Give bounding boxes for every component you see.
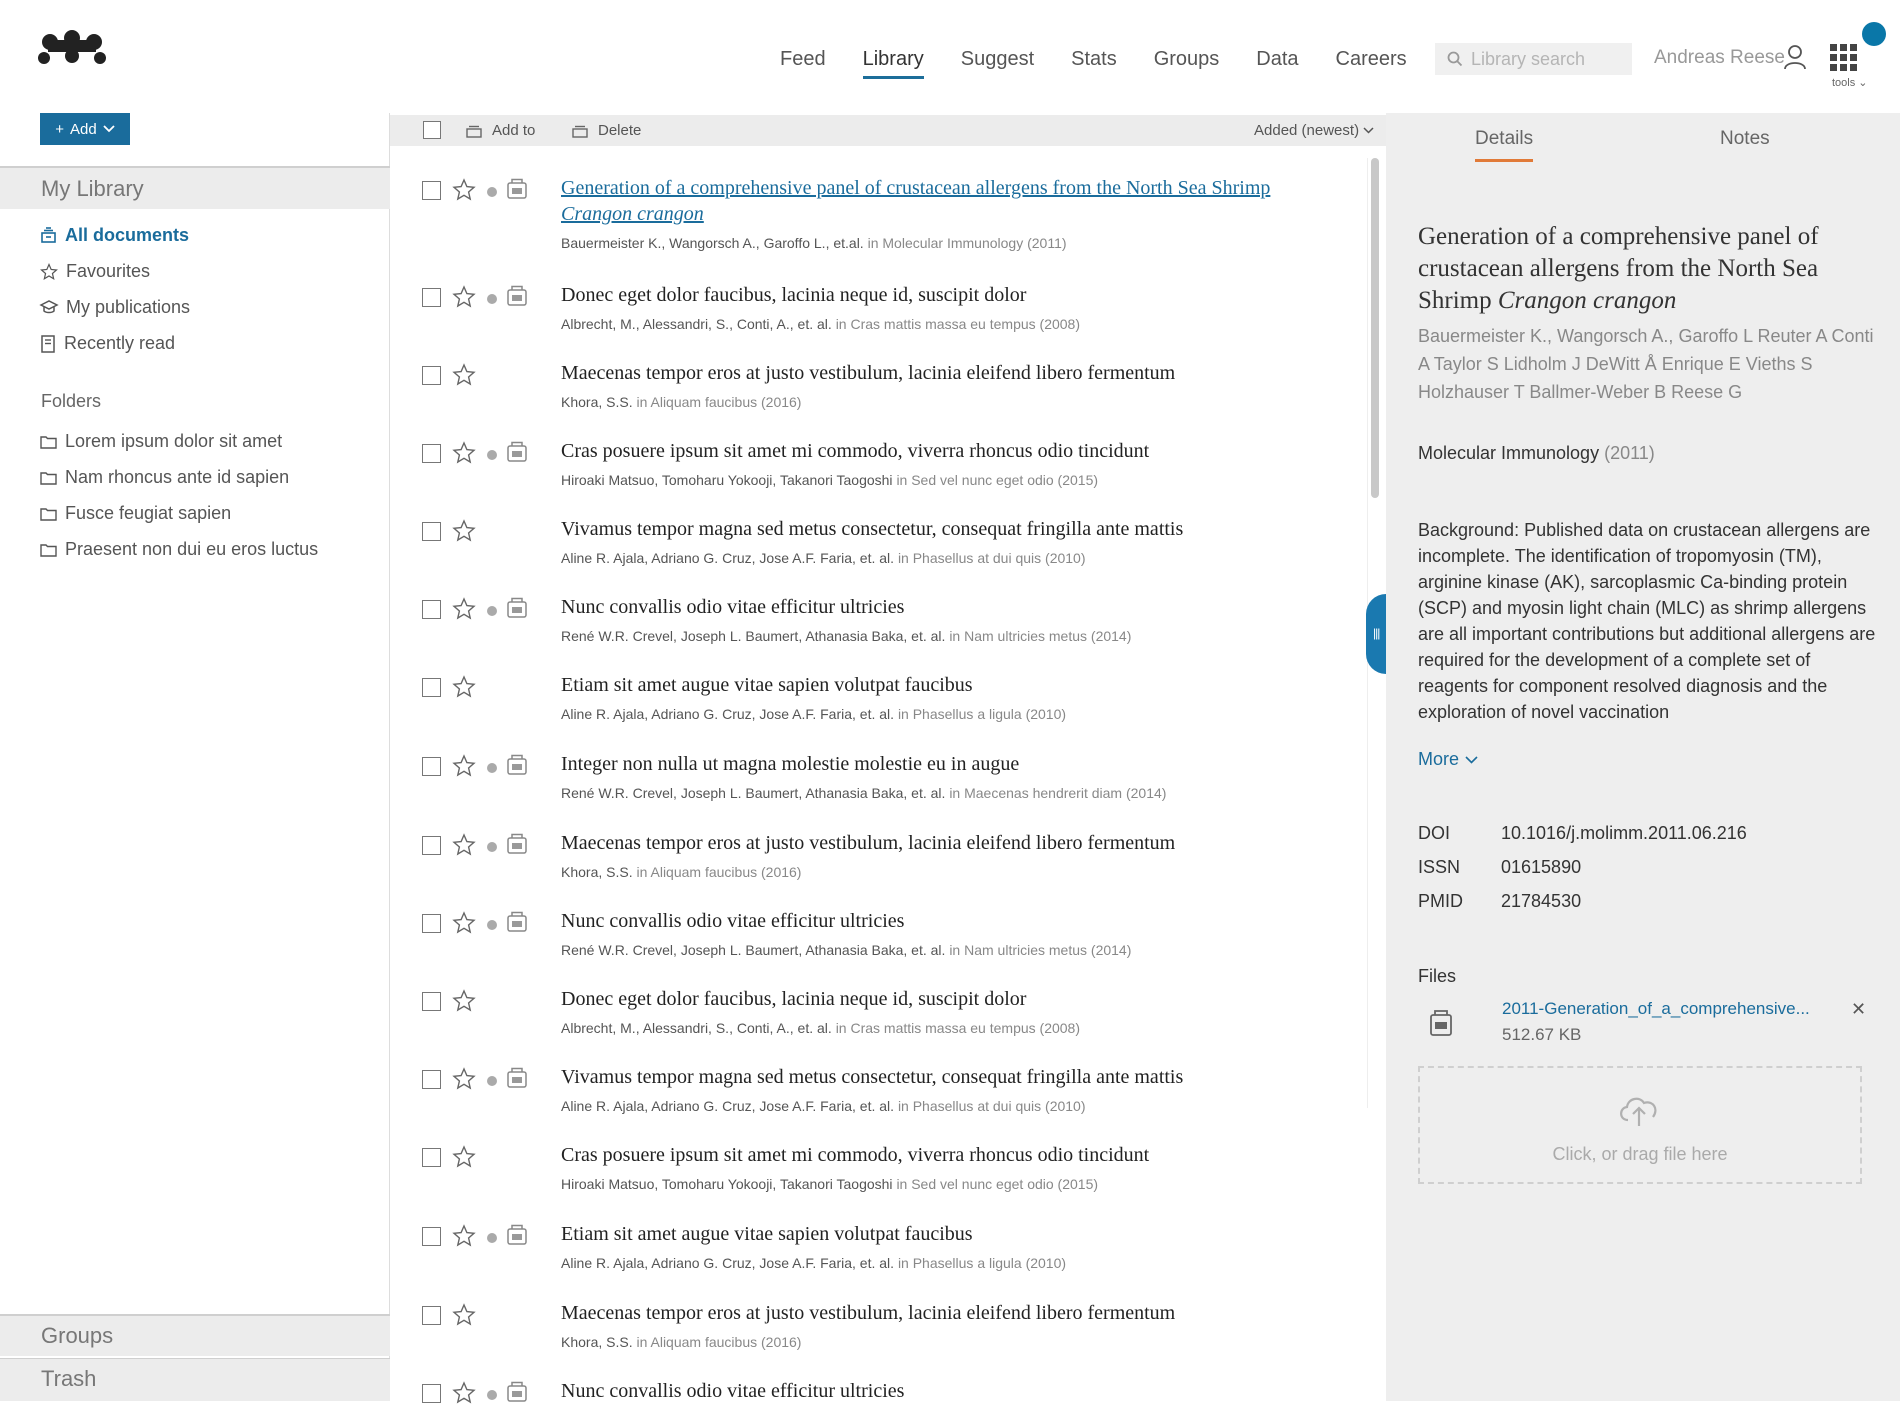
document-meta [561, 706, 1066, 722]
document-authors: Aline R. Ajala, Adriano G. Cruz, Jose A.F. Faria, et. al. [561, 706, 895, 722]
document-meta [561, 394, 801, 410]
document-authors: Hiroaki Matsuo, Tomoharu Yokooji, Takanori Taogoshi [561, 472, 893, 488]
unread-dot-icon [487, 294, 497, 304]
notification-badge[interactable] [1862, 22, 1886, 46]
unread-dot-icon [487, 920, 497, 930]
row-checkbox[interactable] [422, 444, 441, 463]
document-journal: in Phasellus a ligula (2010) [897, 1255, 1067, 1271]
row-checkbox[interactable] [422, 366, 441, 385]
document-journal: in Sed vel nunc eget odio (2015) [896, 1176, 1099, 1192]
cloud-upload-icon [1616, 1092, 1662, 1128]
add-button[interactable] [40, 113, 130, 145]
document-authors: Aline R. Ajala, Adriano G. Cruz, Jose A.F. Faria, et. al. [561, 550, 895, 566]
nav-library[interactable]: Library [863, 0, 924, 80]
mendeley-logo[interactable] [38, 28, 106, 68]
document-authors: Khora, S.S. [561, 1334, 633, 1350]
folder-icon [40, 507, 57, 521]
document-meta [561, 785, 1166, 801]
document-meta [561, 864, 801, 880]
add-to-button[interactable] [466, 122, 535, 139]
document-title[interactable]: Nunc convallis odio vitae efficitur ultricies [561, 1380, 905, 1402]
chevron-down-icon [1363, 127, 1374, 134]
my-library-header[interactable]: My Library [0, 166, 390, 209]
document-meta [561, 942, 1131, 958]
details-panel [1386, 113, 1900, 1401]
document-list [390, 146, 1386, 1401]
sidebar-item-label: Recently read [64, 333, 176, 353]
favourite-star-icon[interactable] [452, 1067, 476, 1096]
document-journal: in Cras mattis massa eu tempus (2008) [835, 1020, 1081, 1036]
tab-notes[interactable]: Notes [1720, 128, 1770, 149]
trash-section[interactable]: Trash [0, 1358, 390, 1401]
document-title[interactable]: Vivamus tempor magna sed metus consectetur, consequat fringilla ante mattis [561, 1066, 1184, 1088]
pdf-icon[interactable] [506, 1381, 528, 1408]
folder-label: Lorem ipsum dolor sit amet [65, 431, 283, 451]
row-checkbox[interactable] [422, 522, 441, 541]
document-journal: in Cras mattis massa eu tempus (2008) [835, 316, 1081, 332]
search-icon [1447, 51, 1463, 67]
unread-dot-icon [487, 187, 497, 197]
document-title[interactable]: Donec eget dolor faucibus, lacinia neque id, suscipit dolor [561, 284, 1027, 306]
document-title[interactable]: Etiam sit amet augue vitae sapien volutpat faucibus [561, 1223, 973, 1245]
row-checkbox[interactable] [422, 1384, 441, 1403]
document-authors: René W.R. Crevel, Joseph L. Baumert, Athanasia Baka, et. al. [561, 785, 946, 801]
pdf-icon[interactable] [506, 441, 528, 468]
folder-label: Fusce feugiat sapien [65, 503, 232, 523]
pdf-icon[interactable] [506, 285, 528, 312]
document-authors: Khora, S.S. [561, 394, 633, 410]
row-checkbox[interactable] [422, 288, 441, 307]
add-button-label: Add [70, 120, 97, 138]
detail-title [1418, 221, 1868, 317]
document-authors: Albrecht, M., Alessandri, S., Conti, A., et. al. [561, 316, 832, 332]
document-meta [561, 1334, 801, 1350]
favourite-star-icon[interactable] [452, 597, 476, 626]
library-search[interactable] [1435, 43, 1632, 75]
file-link[interactable]: 2011-Generation_of_a_comprehensive... [1502, 999, 1810, 1018]
issn-label: ISSN [1418, 857, 1461, 877]
nav-careers[interactable]: Careers [1335, 48, 1407, 70]
unread-dot-icon [487, 450, 497, 460]
document-meta [561, 1020, 1080, 1036]
unread-dot-icon [487, 842, 497, 852]
document-authors: Bauermeister K., Wangorsch A., Garoffo L., et.al. [561, 235, 864, 251]
star-icon [40, 263, 58, 281]
row-checkbox[interactable] [422, 678, 441, 697]
list-toolbar [390, 115, 1386, 146]
folder-item[interactable] [40, 539, 318, 560]
row-checkbox[interactable] [422, 1306, 441, 1325]
nav-feed[interactable]: Feed [780, 48, 826, 70]
document-meta [561, 628, 1131, 644]
sidebar-item-label: My publications [66, 297, 191, 317]
document-title[interactable]: Maecenas tempor eros at justo vestibulum, lacinia eleifend libero fermentum [561, 832, 1176, 854]
folder-icon [40, 471, 57, 485]
document-title[interactable]: Etiam sit amet augue vitae sapien volutpat faucibus [561, 674, 973, 696]
tools-label[interactable]: tools ⌄ [1832, 77, 1868, 89]
pmid-value: 21784530 [1501, 891, 1582, 911]
document-meta [561, 1255, 1066, 1271]
chevron-down-icon [103, 125, 115, 133]
favourite-star-icon[interactable] [452, 989, 476, 1018]
doi-label: DOI [1418, 823, 1451, 843]
sidebar-item-recently-read[interactable] [40, 333, 175, 354]
document-journal: in Nam ultricies metus (2014) [949, 628, 1132, 644]
sidebar-item-favourites[interactable] [40, 261, 150, 282]
more-label: More [1418, 749, 1460, 769]
groups-section[interactable]: Groups [0, 1314, 390, 1356]
favourite-star-icon[interactable] [452, 178, 476, 207]
folder-item[interactable] [40, 503, 231, 524]
folders-heading: Folders [41, 391, 102, 411]
row-checkbox[interactable] [422, 757, 441, 776]
row-checkbox[interactable] [422, 1070, 441, 1089]
user-name[interactable]: Andreas Reese [1654, 47, 1785, 68]
delete-button[interactable] [572, 122, 641, 139]
document-meta [561, 316, 1080, 332]
folder-item[interactable] [40, 431, 282, 452]
pdf-icon[interactable] [506, 1224, 528, 1251]
unread-dot-icon [487, 1233, 497, 1243]
document-journal: in Phasellus at dui quis (2010) [897, 1098, 1086, 1114]
files-heading: Files [1418, 966, 1457, 986]
trash-icon [572, 124, 588, 138]
plus-icon: + [55, 120, 65, 138]
document-authors: Aline R. Ajala, Adriano G. Cruz, Jose A.F. Faria, et. al. [561, 1098, 895, 1114]
row-checkbox[interactable] [422, 1227, 441, 1246]
document-journal: in Sed vel nunc eget odio (2015) [896, 472, 1099, 488]
document-title[interactable]: Maecenas tempor eros at justo vestibulum, lacinia eleifend libero fermentum [561, 1302, 1176, 1324]
document-journal: in Molecular Immunology (2011) [867, 235, 1067, 251]
document-meta [561, 1176, 1098, 1192]
nav-groups[interactable]: Groups [1153, 48, 1220, 70]
library-icon [40, 227, 57, 244]
sidebar-item-label: Favourites [66, 261, 151, 281]
document-title[interactable]: Nunc convallis odio vitae efficitur ultricies [561, 910, 905, 932]
pdf-icon[interactable] [506, 833, 528, 860]
sidebar-item-my-publications[interactable] [40, 297, 190, 318]
document-title[interactable]: Generation of a comprehensive panel of crustacean allergens from the North Sea Shrimp Crangon crangon [561, 177, 1271, 225]
folder-icon [40, 435, 57, 449]
pdf-icon[interactable] [506, 911, 528, 938]
document-authors: Hiroaki Matsuo, Tomoharu Yokooji, Takanori Taogoshi [561, 1176, 893, 1192]
nav-data[interactable]: Data [1256, 48, 1299, 70]
detail-abstract: Background: Published data on crustacean allergens are incomplete. The identification of tropomyosin (TM), arginine kinase (AK), sarcoplasmic Ca-binding protein (SCP) and myosin light chain (MLC) as shrimp allergens are all important contributions but additional allergens are required for the development of a complete set of reagents for component resolved diagnosis and the exploration of novel vaccination [1418, 520, 1876, 722]
document-journal: in Aliquam faucibus (2016) [636, 394, 802, 410]
document-meta [561, 550, 1086, 566]
document-authors: René W.R. Crevel, Joseph L. Baumert, Athanasia Baka, et. al. [561, 942, 946, 958]
document-meta [561, 472, 1098, 488]
favourite-star-icon[interactable] [452, 833, 476, 862]
more-link[interactable] [1418, 749, 1478, 770]
folder-item[interactable] [40, 467, 289, 488]
document-authors: Khora, S.S. [561, 864, 633, 880]
document-title[interactable]: Donec eget dolor faucibus, lacinia neque id, suscipit dolor [561, 988, 1027, 1010]
favourite-star-icon[interactable] [452, 441, 476, 470]
document-journal: in Aliquam faucibus (2016) [636, 864, 802, 880]
favourite-star-icon[interactable] [452, 519, 476, 548]
folder-label: Nam rhoncus ante id sapien [65, 467, 290, 487]
select-all-checkbox[interactable] [423, 121, 441, 139]
document-authors: Aline R. Ajala, Adriano G. Cruz, Jose A.F. Faria, et. al. [561, 1255, 895, 1271]
file-dropzone[interactable] [1418, 1066, 1862, 1184]
folder-label: Praesent non dui eu eros luctus [65, 539, 319, 559]
pdf-icon[interactable] [506, 597, 528, 624]
detail-journal [1418, 443, 1655, 464]
pdf-icon[interactable] [506, 178, 528, 205]
unread-dot-icon [487, 763, 497, 773]
journal-year: (2011) [1604, 443, 1655, 463]
document-title[interactable]: Cras posuere ipsum sit amet mi commodo, viverra rhoncus odio tincidunt [561, 440, 1150, 462]
favourite-star-icon[interactable] [452, 675, 476, 704]
search-input[interactable] [1471, 49, 1631, 70]
folder-icon [40, 543, 57, 557]
user-icon[interactable] [1783, 44, 1807, 70]
remove-file-button[interactable]: ✕ [1851, 999, 1867, 1019]
document-icon [40, 335, 56, 353]
favourite-star-icon[interactable] [452, 1303, 476, 1332]
sort-label: Added (newest) [1254, 122, 1360, 139]
favourite-star-icon[interactable] [452, 1381, 476, 1410]
document-journal: in Phasellus a ligula (2010) [897, 706, 1067, 722]
pdf-icon[interactable] [506, 1067, 528, 1094]
pdf-file-icon [1428, 1009, 1454, 1037]
row-checkbox[interactable] [422, 600, 441, 619]
document-journal: in Aliquam faucibus (2016) [636, 1334, 802, 1350]
favourite-star-icon[interactable] [452, 363, 476, 392]
tab-details[interactable]: Details [1475, 128, 1534, 149]
document-title[interactable]: Maecenas tempor eros at justo vestibulum, lacinia eleifend libero fermentum [561, 362, 1176, 384]
favourite-star-icon[interactable] [452, 285, 476, 314]
chevron-down-icon [1465, 756, 1478, 764]
document-authors: Albrecht, M., Alessandri, S., Conti, A., et. al. [561, 1020, 832, 1036]
add-to-label: Add to [492, 122, 536, 139]
detail-authors: Bauermeister K., Wangorsch A., Garoffo L Reuter A Conti A Taylor S Lidholm J DeWitt Å Enrique E Vieths S Holzhauser T Ballmer-Weber B Reese G [1418, 326, 1874, 402]
document-title[interactable]: Integer non nulla ut magna molestie molestie eu in augue [561, 753, 1020, 775]
main-nav [780, 0, 1444, 113]
file-size: 512.67 KB [1502, 1025, 1582, 1044]
sort-select[interactable] [1254, 122, 1374, 139]
sidebar [0, 113, 390, 1401]
favourite-star-icon[interactable] [452, 1224, 476, 1253]
row-checkbox[interactable] [422, 836, 441, 855]
document-meta [561, 1098, 1086, 1114]
nav-stats[interactable]: Stats [1071, 48, 1117, 70]
document-meta [561, 235, 1067, 251]
document-title[interactable]: Vivamus tempor magna sed metus consectetur, consequat fringilla ante mattis [561, 518, 1184, 540]
row-checkbox[interactable] [422, 992, 441, 1011]
document-authors: René W.R. Crevel, Joseph L. Baumert, Athanasia Baka, et. al. [561, 628, 946, 644]
unread-dot-icon [487, 1076, 497, 1086]
graduation-cap-icon [40, 300, 58, 316]
row-checkbox[interactable] [422, 914, 441, 933]
sidebar-item-label: All documents [65, 225, 190, 245]
panel-collapse-handle[interactable]: ||| [1366, 594, 1386, 674]
document-journal: in Phasellus at dui quis (2010) [897, 550, 1086, 566]
favourite-star-icon[interactable] [452, 1145, 476, 1174]
favourite-star-icon[interactable] [452, 754, 476, 783]
document-title[interactable]: Nunc convallis odio vitae efficitur ultricies [561, 596, 905, 618]
document-list-scrollbar[interactable] [1371, 158, 1379, 498]
document-journal: in Nam ultricies metus (2014) [949, 942, 1132, 958]
journal-name: Molecular Immunology [1418, 443, 1600, 463]
detail-title-text: Generation of a comprehensive panel of crustacean allergens from the North Sea Shrimp Crangon crangon [1418, 223, 1819, 314]
unread-dot-icon [487, 1390, 497, 1400]
issn-value: 01615890 [1501, 857, 1582, 877]
row-checkbox[interactable] [422, 1148, 441, 1167]
delete-label: Delete [598, 122, 642, 139]
pdf-icon[interactable] [506, 754, 528, 781]
row-checkbox[interactable] [422, 181, 441, 200]
document-journal: in Maecenas hendrerit diam (2014) [949, 785, 1167, 801]
nav-suggest[interactable]: Suggest [960, 48, 1035, 70]
app-header [0, 0, 1900, 113]
favourite-star-icon[interactable] [452, 911, 476, 940]
document-title[interactable]: Cras posuere ipsum sit amet mi commodo, viverra rhoncus odio tincidunt [561, 1144, 1150, 1166]
unread-dot-icon [487, 606, 497, 616]
add-to-folder-icon [466, 124, 482, 138]
dropzone-text: Click, or drag file here [1552, 1144, 1728, 1164]
pmid-label: PMID [1418, 891, 1463, 911]
sidebar-item-all-documents[interactable] [40, 225, 189, 246]
doi-value: 10.1016/j.molimm.2011.06.216 [1501, 823, 1747, 843]
